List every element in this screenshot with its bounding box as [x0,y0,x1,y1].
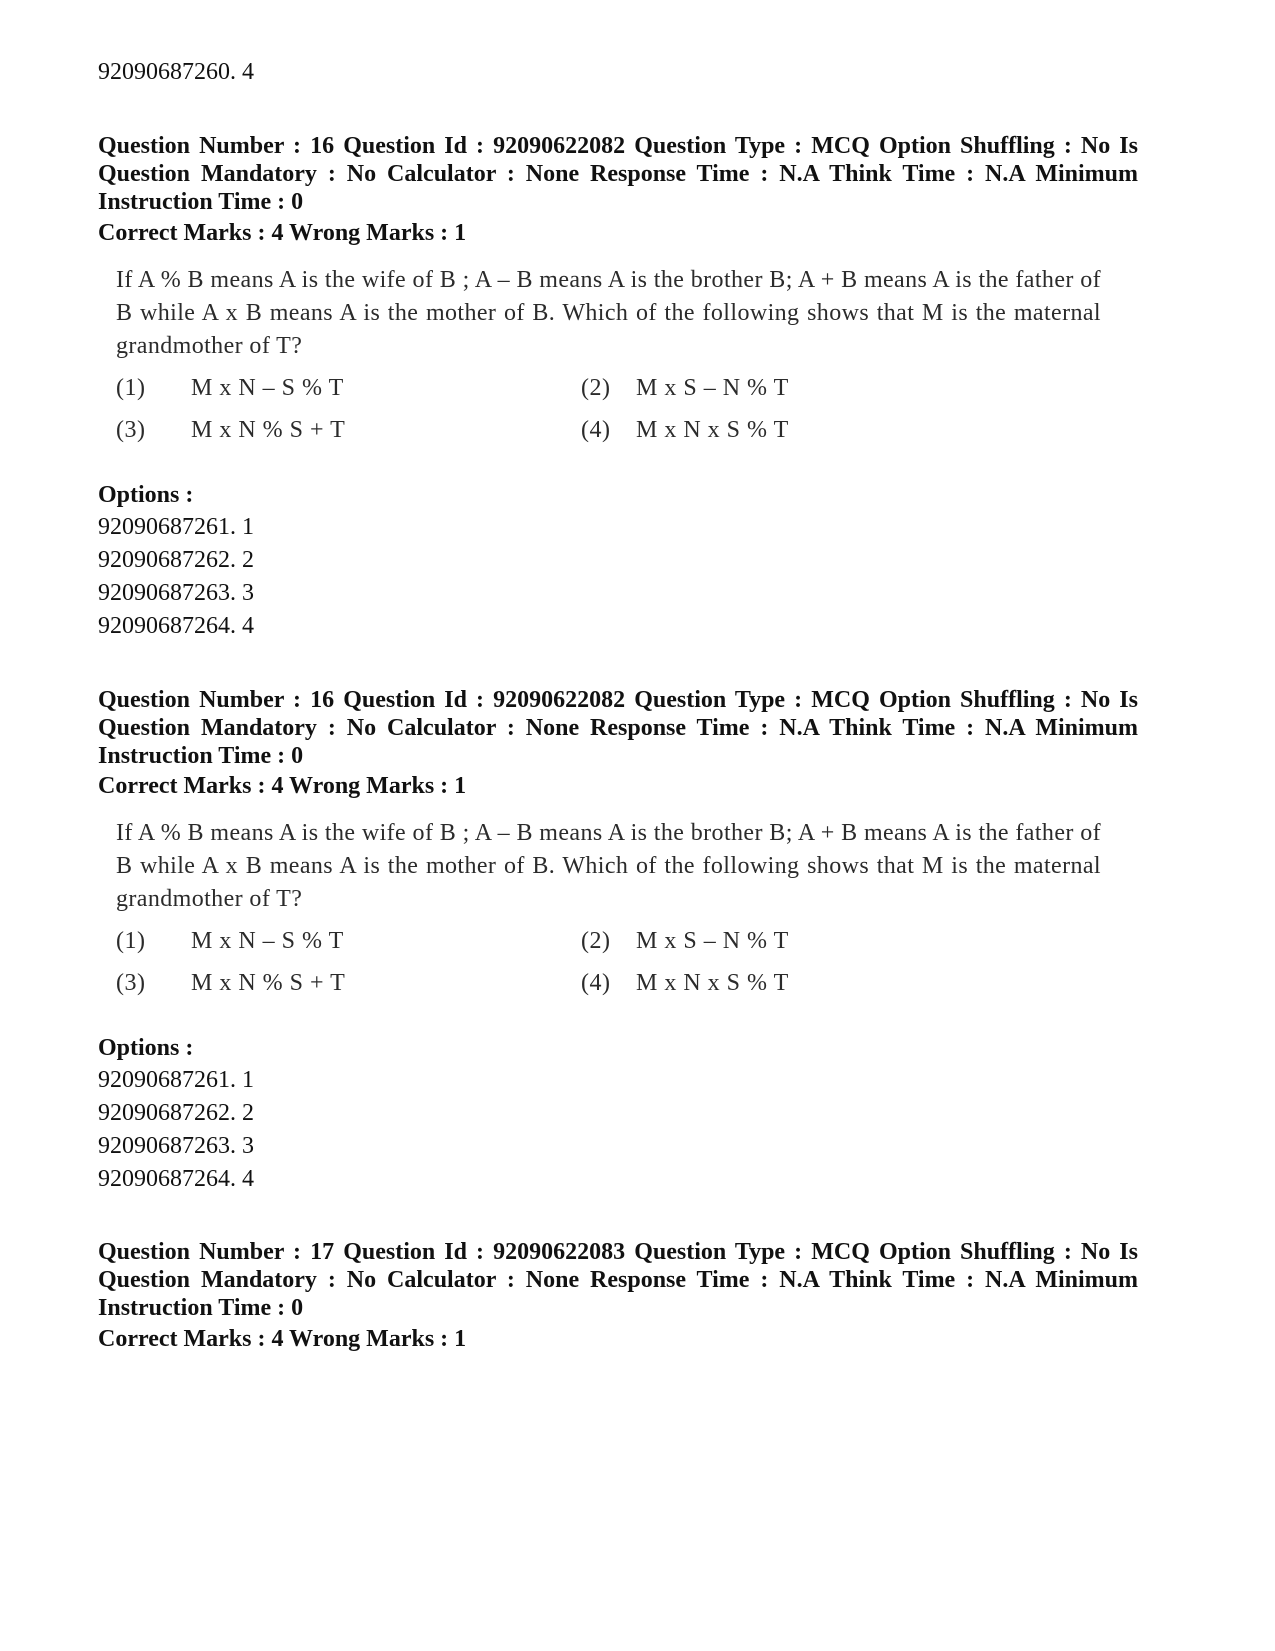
previous-option-line: 92090687260. 4 [98,59,254,85]
option-item: 92090687264. 4 [98,1166,254,1192]
choice-3 [116,415,345,445]
option-item: 92090687263. 3 [98,580,254,606]
choice-number: (4) [581,417,611,443]
question-text: If A % B means A is the wife of B ; A – B means A is the brother B; A + B means A is the father of B while A x B means A is the mother of B. Which of the following shows that M is the maternal grandmother of T? [116,267,1101,359]
choice-expression: M x S – N % T [636,928,789,954]
choice-1 [116,926,344,956]
choice-2 [581,926,789,956]
choice-4 [581,415,789,445]
choice-2 [581,373,789,403]
options-label: Options : [98,482,194,508]
choice-1 [116,373,344,403]
option-item: 92090687263. 3 [98,1133,254,1159]
choice-number: (2) [581,375,611,401]
choice-number: (3) [116,417,146,443]
question-header: Question Number : 16 Question Id : 92090622082 Question Type : MCQ Option Shuffling : No Is Question Mandatory : No Calculator : None Response Time : N.A Think Time : N.A Minimum Instruction Time : 0 [98,133,1138,215]
question-header: Question Number : 16 Question Id : 92090622082 Question Type : MCQ Option Shuffling : No Is Question Mandatory : No Calculator : None Response Time : N.A Think Time : N.A Minimum Instruction Time : 0 [98,687,1138,769]
option-item: 92090687261. 1 [98,1067,254,1093]
choice-4 [581,968,789,998]
choice-number: (4) [581,970,611,996]
option-item: 92090687262. 2 [98,1100,254,1126]
choice-expression: M x N x S % T [636,970,789,996]
option-item: 92090687261. 1 [98,514,254,540]
choice-3 [116,968,345,998]
question-marks: Correct Marks : 4 Wrong Marks : 1 [98,1326,467,1352]
question-image [116,817,1101,1016]
question-choices [116,926,1076,1016]
choice-expression: M x S – N % T [636,375,789,401]
choice-number: (2) [581,928,611,954]
options-label: Options : [98,1035,194,1061]
question-marks: Correct Marks : 4 Wrong Marks : 1 [98,773,467,799]
choice-expression: M x N – S % T [191,375,344,401]
choice-expression: M x N % S + T [191,417,346,443]
choice-number: (1) [116,928,146,954]
question-header: Question Number : 17 Question Id : 92090622083 Question Type : MCQ Option Shuffling : No Is Question Mandatory : No Calculator : None Response Time : N.A Think Time : N.A Minimum Instruction Time : 0 [98,1239,1138,1321]
option-item: 92090687262. 2 [98,547,254,573]
choice-expression: M x N – S % T [191,928,344,954]
choice-number: (1) [116,375,146,401]
choice-number: (3) [116,970,146,996]
question-text: If A % B means A is the wife of B ; A – B means A is the brother B; A + B means A is the father of B while A x B means A is the mother of B. Which of the following shows that M is the maternal grandmother of T? [116,820,1101,912]
choice-expression: M x N x S % T [636,417,789,443]
question-image [116,264,1101,463]
question-marks: Correct Marks : 4 Wrong Marks : 1 [98,220,467,246]
option-item: 92090687264. 4 [98,613,254,639]
question-choices [116,373,1076,463]
choice-expression: M x N % S + T [191,970,346,996]
